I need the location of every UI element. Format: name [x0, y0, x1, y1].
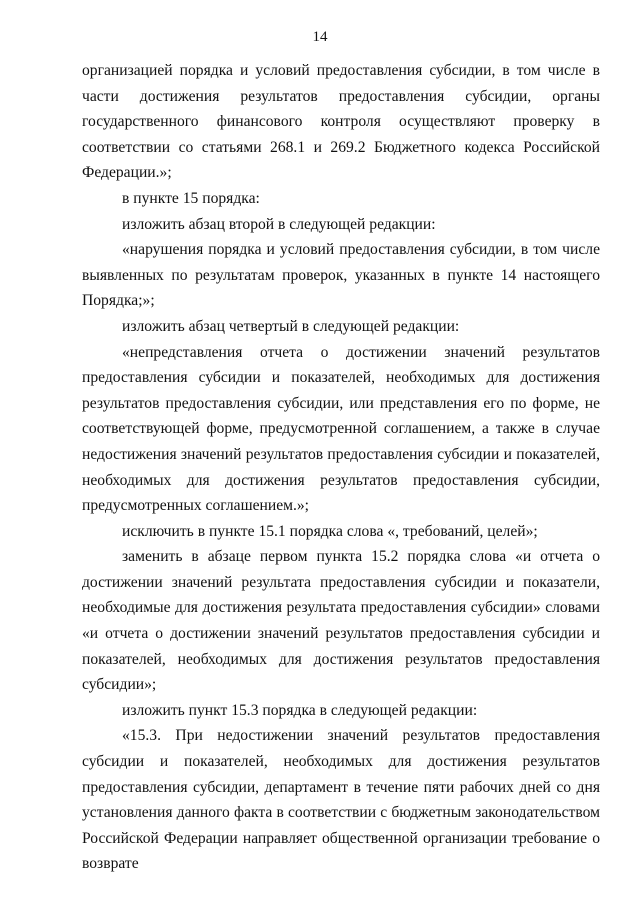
- paragraph-four-text: «непредставления отчета о достижении значений результатов предоставления субсидии и показателей, необходимых для достижения результатов предоставления субсидии, или представления его по форме, не соответствующей форме, предусмотренной соглашением, а также в случае недостижения значений результатов предоставления субсидии и показателей, необходимых для достижения результатов предоставления субсидии, предусмотренных соглашением.»;: [82, 343, 600, 515]
- paragraph-two-text: «нарушения порядка и условий предоставления субсидии, в том числе выявленных по результатам проверок, указанных в пункте 14 настоящего Порядка;»;: [82, 241, 600, 310]
- paragraph-point-15: в пункте 15 порядка:: [122, 189, 260, 207]
- paragraph-four-instruction: изложить абзац четвертый в следующей редакции:: [122, 317, 460, 335]
- page-number: 14: [312, 29, 328, 45]
- paragraph-continuation: организацией порядка и условий предоставления субсидии, в том числе в части достижения результатов предоставления субсидии, органы государственного финансового контроля осуществляют проверку в соответствии со статьями 268.1 и 269.2 Бюджетного кодекса Российской Федерации.»;: [82, 62, 600, 182]
- paragraph-point-15-3-instruction: изложить пункт 15.3 порядка в следующей редакции:: [122, 701, 478, 719]
- document-body: [82, 58, 600, 877]
- paragraph-replace-15-2: заменить в абзаце первом пункта 15.2 порядка слова «и отчета о достижении значений результата предоставления субсидии и показатели, необходимые для достижения результата предоставления субсидии» словами «и отчета о достижении значений результатов предоставления субсидии и показателей, необходимых для достижения результатов предоставления субсидии»;: [82, 548, 600, 694]
- paragraph-point-15-3-text: «15.3. При недостижении значений результатов предоставления субсидии и показателей, необходимых для достижения результатов предоставления субсидии, департамент в течение пяти рабочих дней со дня установления данного факта в соответствии с бюджетным законодательством Российской Федерации направляет общественной организации требование о возврате: [82, 727, 600, 873]
- paragraph-two-instruction: изложить абзац второй в следующей редакции:: [122, 215, 436, 233]
- paragraph-exclude-15-1: исключить в пункте 15.1 порядка слова «, требований, целей»;: [122, 522, 538, 540]
